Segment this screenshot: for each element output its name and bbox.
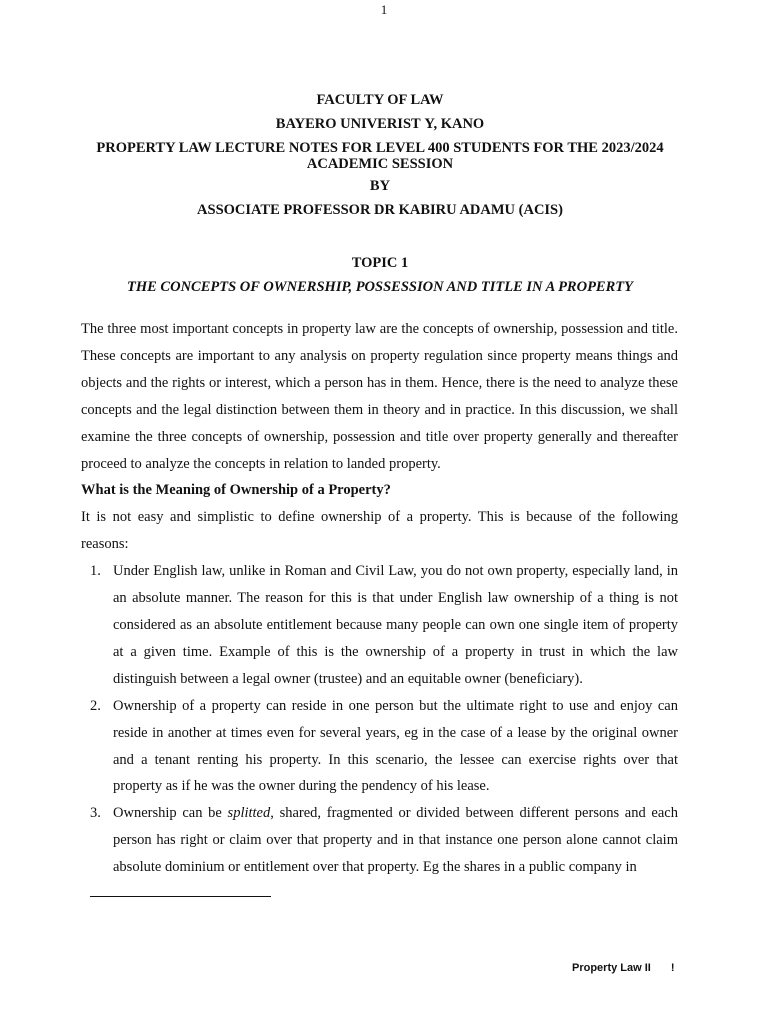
list-item bbox=[90, 558, 678, 693]
body-text bbox=[81, 316, 678, 881]
topic-title: THE CONCEPTS OF OWNERSHIP, POSSESSION AND TITLE IN A PROPERTY bbox=[127, 279, 633, 295]
lecture-notes-title-line2: ACADEMIC SESSION bbox=[306, 156, 454, 172]
footer-mark: ! bbox=[670, 962, 675, 974]
faculty-name: FACULTY OF LAW bbox=[316, 92, 444, 108]
list-item-text: Ownership of a property can reside in one person but the ultimate right to use and enjoy can reside in another at times even for several years, eg in the case of a lease by the original owner and a tenant renting his property. In this scenario, the lessee can exercise rights over that property as if he was the owner during the pendency of his lease. bbox=[113, 697, 678, 795]
list-item bbox=[90, 800, 678, 881]
page-footer bbox=[572, 962, 675, 974]
list-item-text: Under English law, unlike in Roman and Civil Law, you do not own property, especially land, in an absolute manner. The reason for this is that under English law ownership of a thing is not considered as an absolute entitlement because many people can own one single item of property at a given time. Example of this is the ownership of a property in trust in which the law distinguish between a legal owner (trustee) and an equitable owner (beneficiary). bbox=[113, 563, 678, 687]
list-item-text-after: , shared, fragmented or divided between different persons and each person has right or claim over that property and in that instance one person alone cannot claim absolute dominium or entitlement over that property. Eg the shares in a public company in bbox=[113, 805, 678, 876]
page-number: 1 bbox=[380, 2, 388, 17]
section-intro-paragraph: It is not easy and simplistic to define ownership of a property. This is because of the following reasons: bbox=[81, 509, 678, 553]
list-item-number: 2. bbox=[90, 697, 101, 714]
topic-heading bbox=[80, 254, 680, 296]
intro-paragraph: The three most important concepts in property law are the concepts of ownership, possession and title. These concepts are important to any analysis on property regulation since property means things and objects and the rights or interest, which a person has in them. Hence, there is the need to analyze these concepts and the legal distinction between them in theory and in practice. In this discussion, we shall examine the three concepts of ownership, possession and title over property generally and thereafter proceed to analyze the concepts in relation to landed property. bbox=[81, 321, 678, 472]
section-heading: What is the Meaning of Ownership of a Property? bbox=[81, 482, 391, 499]
list-item-number: 3. bbox=[90, 805, 101, 822]
by-line: BY bbox=[369, 178, 391, 194]
document-header bbox=[80, 92, 680, 218]
reasons-list bbox=[81, 558, 678, 881]
list-item-text-italic: splitted bbox=[227, 805, 271, 822]
list-item bbox=[90, 693, 678, 801]
footer-label: Property Law II bbox=[572, 962, 651, 974]
lecture-notes-title-line1: PROPERTY LAW LECTURE NOTES FOR LEVEL 400 STUDENTS FOR THE 2023/2024 bbox=[96, 140, 664, 156]
topic-label: TOPIC 1 bbox=[351, 255, 409, 271]
list-item-text-before: Ownership can be bbox=[113, 805, 228, 822]
footnote-separator bbox=[90, 896, 271, 897]
list-item-number: 1. bbox=[90, 563, 101, 580]
author-name: ASSOCIATE PROFESSOR DR KABIRU ADAMU (ACIS) bbox=[197, 202, 563, 218]
university-name: BAYERO UNIVERIST Y, KANO bbox=[275, 116, 485, 132]
